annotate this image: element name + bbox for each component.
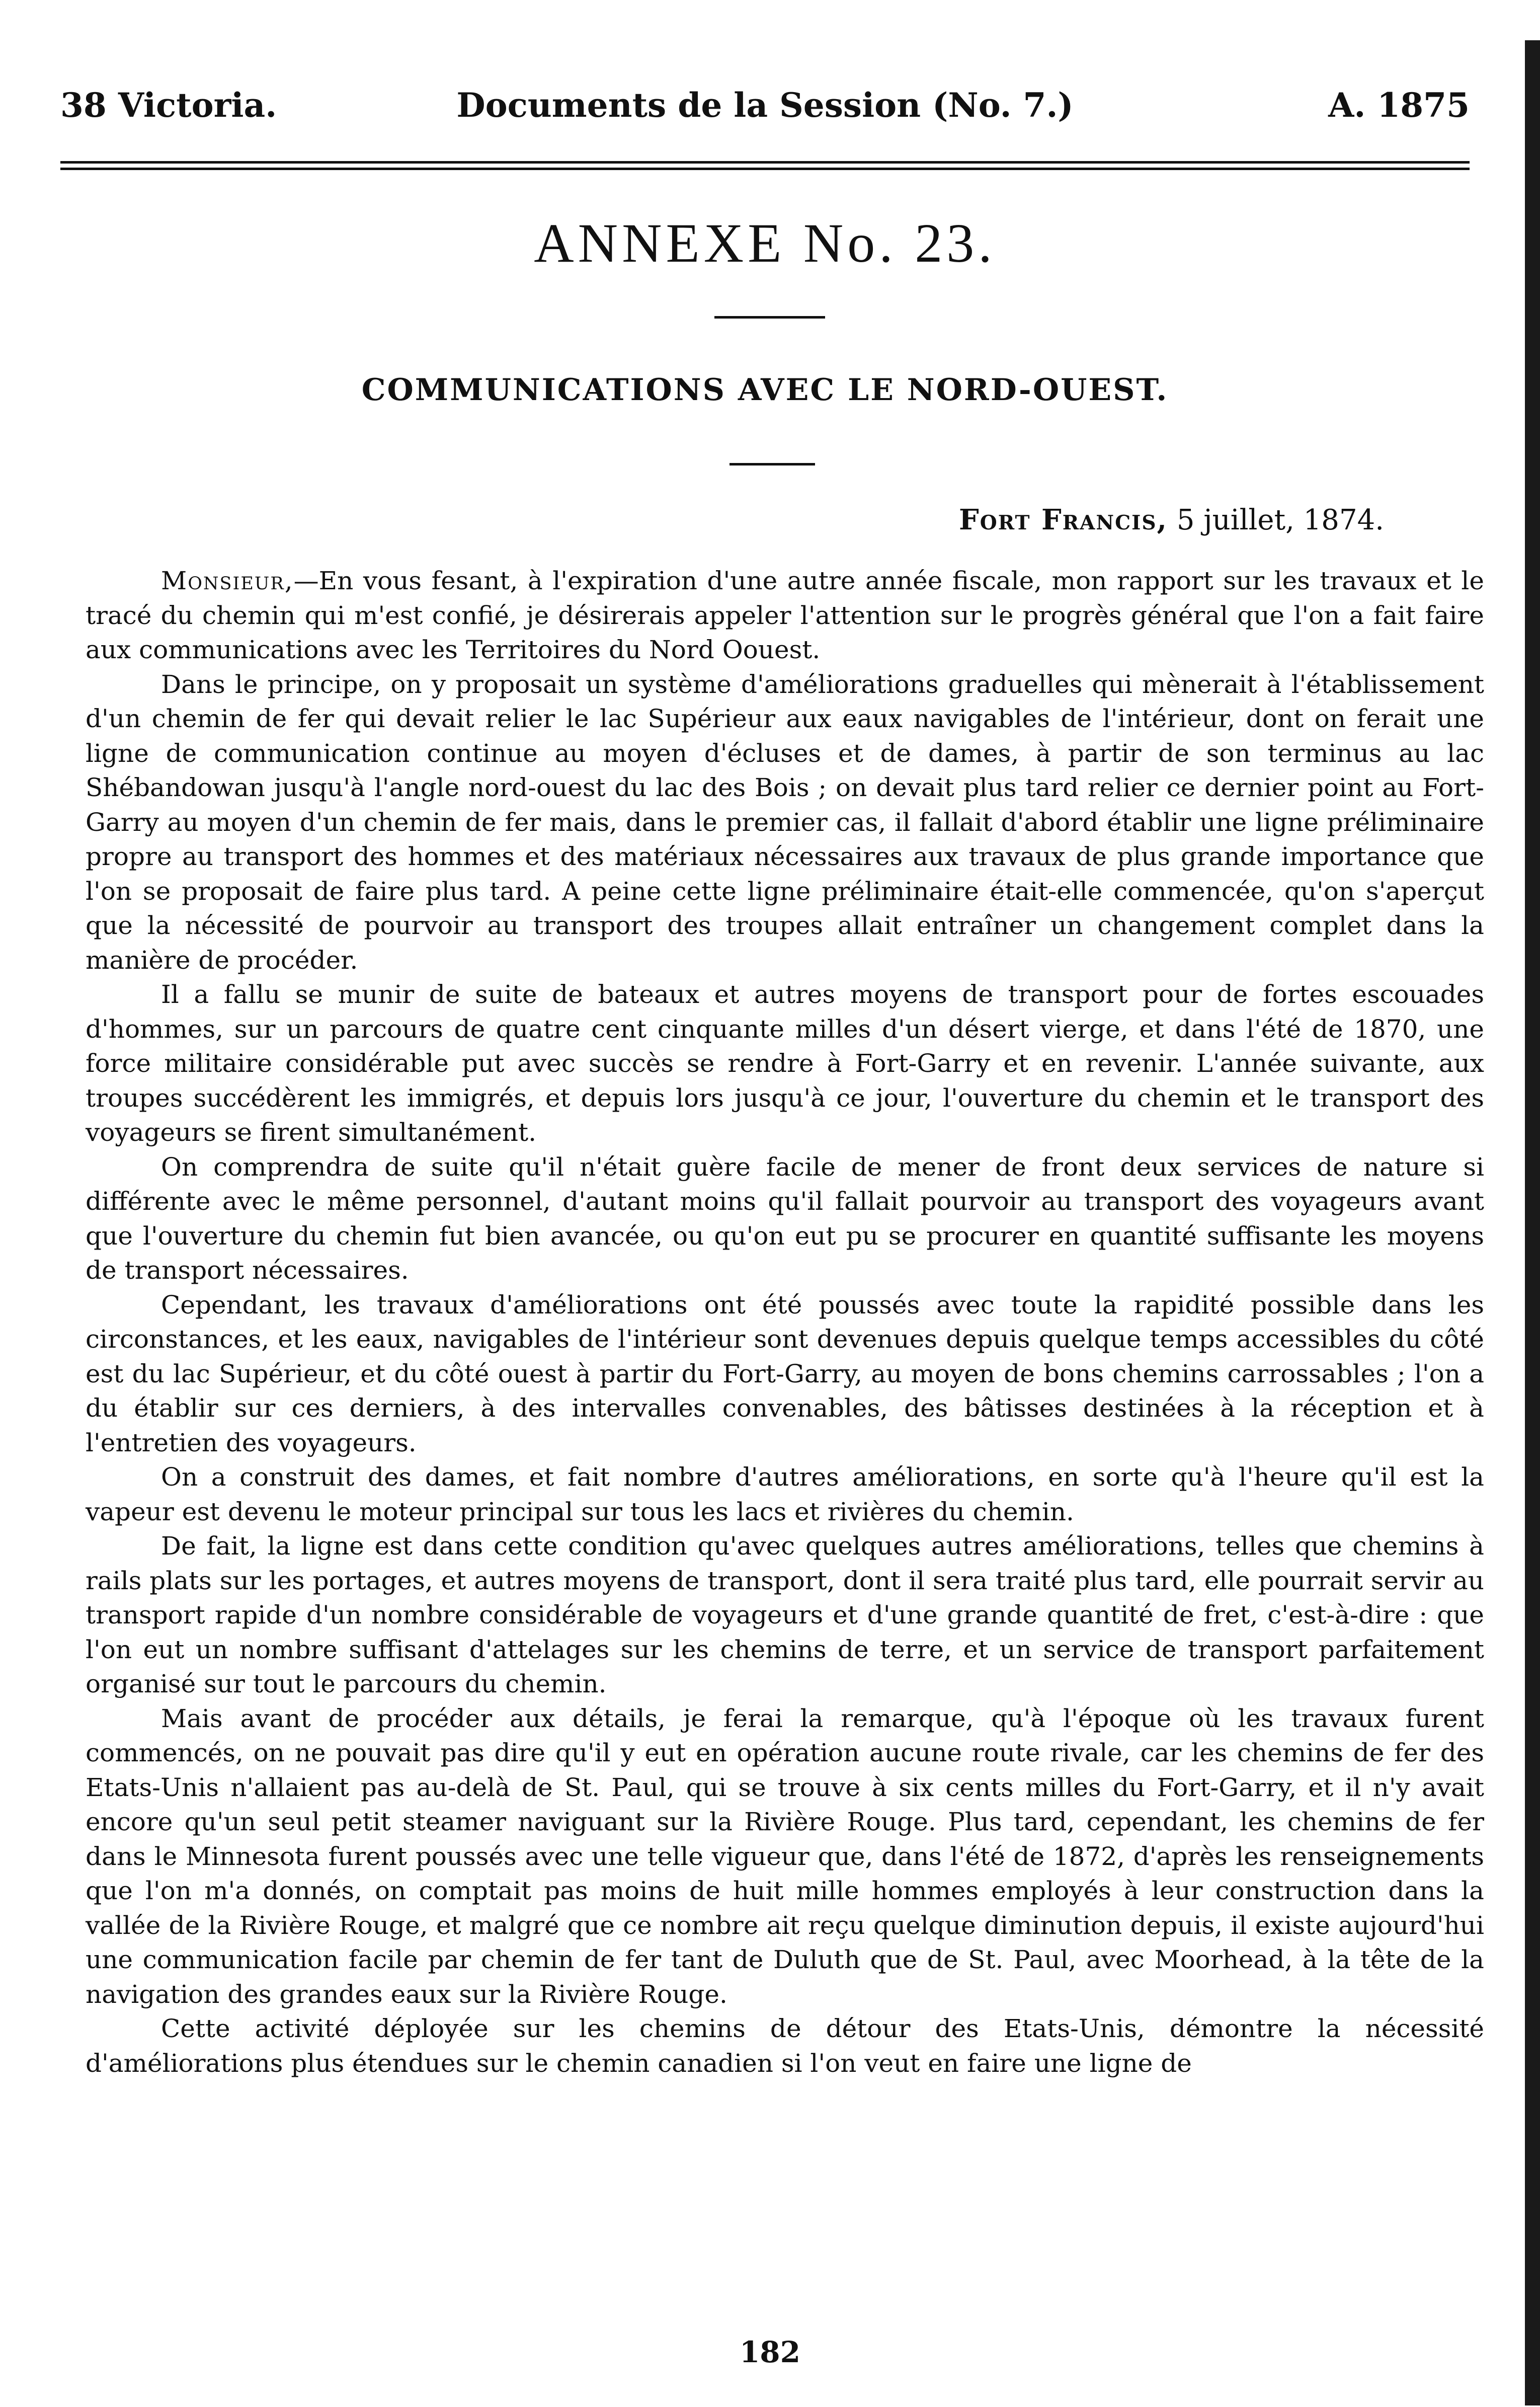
- letter-body: [86, 564, 1484, 2080]
- annexe-title: ANNEXE No. 23.: [534, 212, 996, 274]
- header-year: A. 1875: [1328, 86, 1470, 125]
- paragraph: De fait, la ligne est dans cette condition qu'avec quelques autres améliorations, telles que chemins à rails plats sur les portages, et autres moyens de transport, dont il sera traité plus tard, elle pourrait servir au transport rapide d'un nombre considérable de voyageurs et d'une grande quantité de fret, c'est-à-dire : que l'on eut un nombre suffisant d'attelages sur les chemins de terre, et un service de transport parfaitement organisé sur tout le parcours du chemin.: [86, 1531, 1484, 1698]
- header-volume: 38 Victoria.: [60, 86, 277, 125]
- page-number: 182: [739, 2335, 801, 2369]
- paragraph: [86, 564, 1484, 667]
- letter-dateline: [959, 503, 1384, 536]
- paragraph: Dans le principe, on y proposait un système d'améliorations graduelles qui mènerait à l'établissement d'un chemin de fer qui devait relier le lac Supérieur aux eaux navigables de l'intérieur, dont on ferait une ligne de communication continue au moyen d'écluses et de dames, à partir de son terminus au lac Shébandowan jusqu'à l'angle nord-ouest du lac des Bois ; on devait plus tard relier ce dernier point au Fort-Garry au moyen d'un chemin de fer mais, dans le premier cas, il fallait d'abord établir une ligne préliminaire propre au transport des hommes et des matériaux nécessaires aux travaux de plus grande importance que l'on se proposait de faire plus tard. A peine cette ligne préliminaire était-elle commencée, qu'on s'aperçut que la nécessité de pourvoir au transport des troupes allait entraîner un changement complet dans la manière de procéder.: [86, 669, 1484, 975]
- running-header: [60, 75, 1470, 131]
- paragraph: Il a fallu se munir de suite de bateaux et autres moyens de transport pour de fortes escouades d'hommes, sur un parcours de quatre cent cinquante milles d'un désert vierge, et dans l'été de 1870, une force militaire considérable put avec succès se rendre à Fort-Garry et en revenir. L'année suivante, aux troupes succédèrent les immigrés, et depuis lors jusqu'à ce jour, l'ouverture du chemin et le transport des voyageurs se firent simultanément.: [86, 980, 1484, 1147]
- dateline-date: 5 juillet, 1874.: [1176, 504, 1384, 536]
- page-edge-shadow: [1525, 40, 1540, 2405]
- dateline-place: Fort Francis,: [959, 503, 1168, 536]
- section-title: COMMUNICATIONS AVEC LE NORD-OUEST.: [361, 372, 1169, 408]
- paragraph: Cependant, les travaux d'améliorations ont été poussés avec toute la rapidité possible dans les circonstances, et les eaux, navigables de l'intérieur sont devenues depuis quelque temps accessibles du côté est du lac Supérieur, et du côté ouest à partir du Fort-Garry, au moyen de bons chemins carrossables ; l'on a du établir sur ces derniers, à des intervalles convenables, des bâtisses destinées à la réception et à l'entretien des voyageurs.: [86, 1290, 1484, 1457]
- paragraph: Mais avant de procéder aux détails, je ferai la remarque, qu'à l'époque où les travaux furent commencés, on ne pouvait pas dire qu'il y eut en opération aucune route rivale, car les chemins de fer des Etats-Unis n'allaient pas au-delà de St. Paul, qui se trouve à six cents milles du Fort-Garry, et il n'y avait encore qu'un seul petit steamer naviguant sur la Rivière Rouge. Plus tard, cependant, les chemins de fer dans le Minnesota furent poussés avec une telle vigueur que, dans l'été de 1872, d'après les renseignements que l'on m'a donnés, on comptait pas moins de huit mille hommes employés à leur construction dans la vallée de la Rivière Rouge, et malgré que ce nombre ait reçu quelque diminution depuis, il existe aujourd'hui une communication facile par chemin de fer tant de Duluth que de St. Paul, avec Moorhead, à la tête de la navigation des grandes eaux sur la Rivière Rouge.: [86, 1703, 1484, 2009]
- header-title: Documents de la Session (No. 7.): [456, 86, 1074, 125]
- title-divider: [714, 316, 825, 319]
- paragraph: Cette activité déployée sur les chemins de détour des Etats-Unis, démontre la nécessité d'améliorations plus étendues sur le chemin canadien si l'on veut en faire une ligne de: [86, 2014, 1484, 2078]
- header-double-rule: [60, 161, 1470, 170]
- section-divider: [730, 463, 815, 465]
- paragraph: On comprendra de suite qu'il n'était guère facile de mener de front deux services de nature si différente avec le même personnel, d'autant moins qu'il fallait pourvoir au transport des voyageurs avant que l'ouverture du chemin fut bien avancée, ou qu'on eut pu se procurer en quantité suffisante les moyens de transport nécessaires.: [86, 1152, 1484, 1285]
- paragraph-text: —En vous fesant, à l'expiration d'une autre année fiscale, mon rapport sur les travaux et le tracé du chemin qui m'est confié, je désirerais appeler l'attention sur le progrès général que l'on a fait faire aux communications avec les Territoires du Nord Oouest.: [86, 566, 1484, 664]
- paragraph: On a construit des dames, et fait nombre d'autres améliorations, en sorte qu'à l'heure qu'il est la vapeur est devenu le moteur principal sur tous les lacs et rivières du chemin.: [86, 1462, 1484, 1526]
- salutation: Monsieur,: [161, 566, 294, 595]
